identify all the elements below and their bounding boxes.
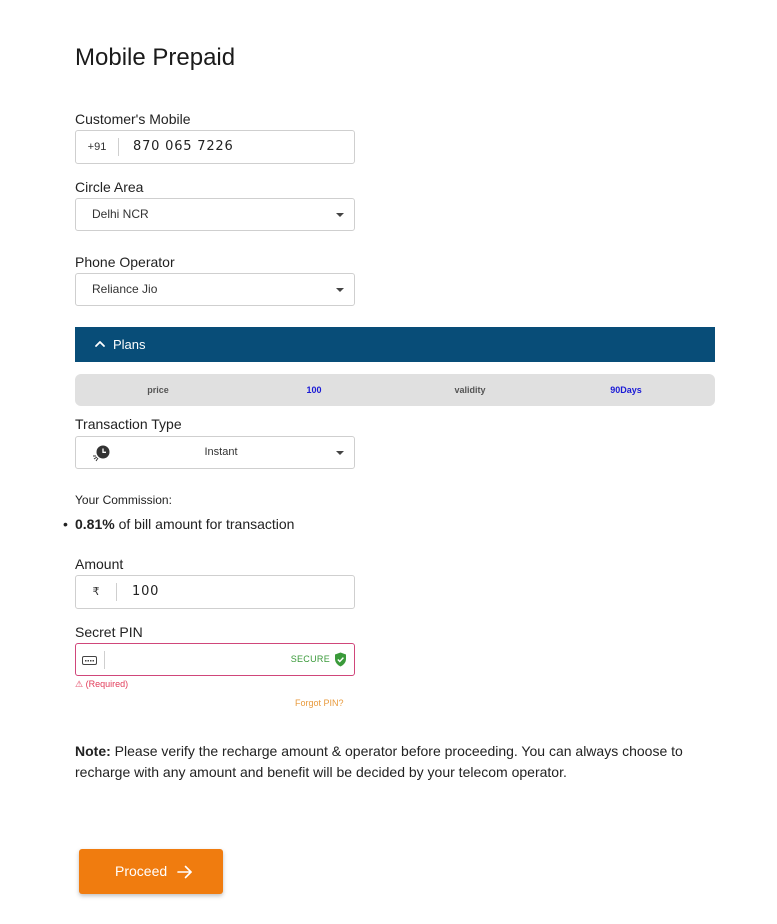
caret-down-icon	[336, 288, 344, 292]
country-code: +91	[87, 141, 107, 153]
secure-label: SECURE	[290, 654, 330, 664]
mobile-value: 870 065 7226	[133, 139, 234, 154]
pin-label: Secret PIN	[75, 624, 143, 640]
commission-text: of bill amount for transaction	[114, 516, 295, 532]
bullet-icon: •	[63, 516, 68, 532]
commission-line	[75, 516, 294, 532]
arrow-right-icon	[177, 864, 193, 880]
operator-label: Phone Operator	[75, 254, 175, 270]
shield-check-icon	[334, 652, 347, 667]
mobile-input[interactable]	[75, 130, 355, 164]
operator-select[interactable]	[75, 273, 355, 306]
pin-required-error: ⚠ (Required)	[75, 679, 129, 689]
forgot-pin-link[interactable]: Forgot PIN?	[295, 698, 344, 708]
note-bold: Note:	[75, 743, 111, 759]
transaction-value: Instant	[204, 446, 238, 458]
chevron-up-icon	[93, 337, 107, 351]
transaction-select[interactable]	[75, 436, 355, 469]
plan-price-value: 100	[306, 385, 322, 395]
commission-label: Your Commission:	[75, 493, 172, 507]
mobile-label: Customer's Mobile	[75, 111, 191, 127]
plan-validity-value: 90Days	[610, 385, 642, 395]
circle-label: Circle Area	[75, 179, 144, 195]
operator-value: Reliance Jio	[92, 282, 158, 296]
pin-input[interactable]	[75, 643, 355, 676]
plans-label: Plans	[113, 337, 146, 352]
plan-price-key: price	[147, 385, 169, 395]
circle-value: Delhi NCR	[92, 207, 149, 221]
divider	[116, 583, 117, 601]
plan-row[interactable]	[75, 374, 715, 406]
rupee-icon: ₹	[92, 586, 100, 598]
commission-percent: 0.81%	[75, 516, 115, 532]
amount-value: 100	[132, 584, 160, 599]
transaction-label: Transaction Type	[75, 416, 182, 432]
divider	[118, 138, 119, 156]
page-title: Mobile Prepaid	[75, 44, 236, 71]
plan-validity-key: validity	[454, 385, 486, 395]
plans-toggle[interactable]	[75, 327, 715, 362]
proceed-button[interactable]	[79, 849, 223, 894]
proceed-label: Proceed	[115, 863, 168, 879]
caret-down-icon	[336, 451, 344, 455]
keyboard-icon	[82, 656, 97, 665]
amount-input[interactable]	[75, 575, 355, 609]
caret-down-icon	[336, 213, 344, 217]
circle-select[interactable]	[75, 198, 355, 231]
note-body: Please verify the recharge amount & operator before proceeding. You can always choose to recharge with any amount and benefit will be decided by your telecom operator.	[75, 743, 683, 780]
note-text	[75, 741, 715, 783]
amount-label: Amount	[75, 556, 124, 572]
divider	[104, 651, 105, 669]
